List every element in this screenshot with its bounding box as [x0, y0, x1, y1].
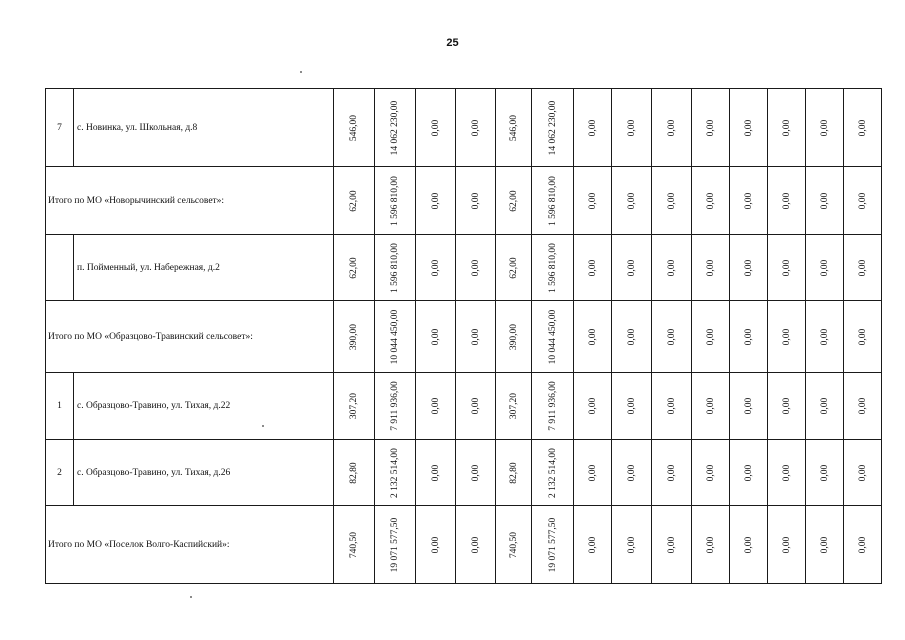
value-cell	[730, 301, 768, 373]
value-cell	[806, 89, 844, 167]
value-cell	[496, 235, 532, 301]
value-cell	[730, 89, 768, 167]
value-cell	[806, 506, 844, 584]
value-text: 0,00	[857, 397, 868, 415]
value-cell	[806, 235, 844, 301]
table-row	[46, 373, 882, 440]
value-text: 2 132 514,00	[390, 447, 400, 498]
value-text: 0,00	[430, 464, 441, 481]
value-text: 307,20	[349, 392, 359, 420]
value-text: 62,00	[508, 256, 519, 279]
value-cell	[375, 373, 416, 440]
value-cell	[768, 373, 806, 440]
value-text: 0,00	[743, 328, 754, 345]
value-cell	[612, 373, 652, 440]
value-cell	[652, 235, 692, 301]
value-cell	[496, 373, 532, 440]
value-text: 14 062 230,00	[547, 100, 558, 155]
value-cell	[574, 167, 612, 235]
value-cell	[416, 440, 456, 506]
value-cell	[574, 373, 612, 440]
value-cell	[375, 301, 416, 373]
value-text: 0,00	[430, 119, 441, 136]
total-label: Итого по МО «Новорычинский сельсовет»:	[46, 167, 334, 235]
value-text: 546,00	[349, 114, 359, 141]
data-table	[45, 88, 882, 584]
value-text: 19 071 577,50	[547, 517, 558, 572]
value-text: 0,00	[857, 328, 868, 345]
value-cell	[692, 167, 730, 235]
value-text: 0,00	[781, 464, 792, 481]
table-row	[46, 440, 882, 506]
row-number: 2	[46, 440, 74, 506]
row-number	[46, 235, 74, 301]
value-text: 0,00	[626, 259, 637, 276]
value-cell	[692, 506, 730, 584]
value-text: 0,00	[587, 119, 598, 136]
value-text: 0,00	[743, 119, 754, 136]
value-cell	[692, 301, 730, 373]
value-text: 0,00	[781, 397, 792, 415]
value-cell	[768, 506, 806, 584]
value-cell	[612, 167, 652, 235]
value-text: 0,00	[857, 192, 868, 209]
value-cell	[574, 235, 612, 301]
value-text: 0,00	[781, 536, 792, 553]
scan-speck	[190, 596, 192, 598]
value-cell	[806, 440, 844, 506]
value-cell	[612, 440, 652, 506]
value-cell	[844, 440, 882, 506]
value-cell	[768, 167, 806, 235]
value-cell	[574, 440, 612, 506]
value-text: 390,00	[349, 323, 359, 350]
value-cell	[416, 167, 456, 235]
value-text: 740,50	[349, 531, 359, 558]
value-text: 0,00	[705, 259, 716, 276]
value-cell	[844, 89, 882, 167]
value-text: 1 596 810,00	[390, 175, 400, 226]
table-body	[46, 89, 882, 584]
value-text: 82,80	[349, 461, 359, 484]
value-text: 0,00	[587, 397, 598, 415]
value-text: 0,00	[587, 536, 598, 553]
value-text: 307,20	[508, 392, 519, 420]
value-text: 0,00	[705, 536, 716, 553]
value-text: 7 911 936,00	[390, 381, 400, 431]
value-cell	[652, 167, 692, 235]
total-label: Итого по МО «Поселок Волго-Каспийский»:	[46, 506, 334, 584]
value-text: 0,00	[587, 464, 598, 481]
value-text: 0,00	[430, 397, 441, 415]
value-cell	[652, 89, 692, 167]
value-cell	[768, 235, 806, 301]
value-text: 1 596 810,00	[547, 242, 558, 293]
value-cell	[532, 167, 574, 235]
address-cell: п. Пойменный, ул. Набережная, д.2	[74, 235, 334, 301]
value-cell	[730, 167, 768, 235]
value-cell	[416, 301, 456, 373]
value-text: 1 596 810,00	[547, 175, 558, 226]
row-number: 7	[46, 89, 74, 167]
value-cell	[652, 506, 692, 584]
value-cell	[692, 373, 730, 440]
value-text: 0,00	[666, 192, 677, 209]
value-cell	[334, 235, 375, 301]
value-cell	[844, 167, 882, 235]
value-text: 0,00	[666, 536, 677, 553]
value-cell	[574, 506, 612, 584]
value-cell	[496, 440, 532, 506]
value-cell	[612, 301, 652, 373]
value-text: 0,00	[705, 192, 716, 209]
value-cell	[375, 89, 416, 167]
value-text: 62,00	[508, 189, 519, 212]
row-number: 1	[46, 373, 74, 440]
value-cell	[375, 167, 416, 235]
value-text: 0,00	[470, 397, 481, 415]
value-cell	[612, 506, 652, 584]
value-cell	[612, 89, 652, 167]
value-text: 0,00	[819, 397, 830, 415]
value-cell	[334, 89, 375, 167]
total-row	[46, 167, 882, 235]
value-text: 0,00	[743, 192, 754, 209]
value-text: 0,00	[666, 119, 677, 136]
value-text: 0,00	[857, 119, 868, 136]
value-text: 0,00	[857, 536, 868, 553]
value-cell	[574, 89, 612, 167]
value-text: 10 044 450,00	[547, 309, 558, 364]
value-cell	[768, 89, 806, 167]
value-text: 0,00	[666, 397, 677, 415]
address-cell: с. Новинка, ул. Школьная, д.8	[74, 89, 334, 167]
value-text: 0,00	[587, 192, 598, 209]
value-cell	[416, 373, 456, 440]
value-text: 0,00	[819, 259, 830, 276]
value-text: 1 596 810,00	[390, 242, 400, 293]
value-cell	[456, 167, 496, 235]
value-text: 0,00	[743, 259, 754, 276]
value-cell	[496, 89, 532, 167]
value-text: 0,00	[470, 328, 481, 345]
value-cell	[456, 440, 496, 506]
table-row	[46, 89, 882, 167]
value-cell	[806, 373, 844, 440]
value-text: 0,00	[470, 119, 481, 136]
value-text: 0,00	[430, 192, 441, 209]
value-cell	[652, 301, 692, 373]
value-text: 0,00	[743, 397, 754, 415]
total-label: Итого по МО «Образцово-Травинский сельсовет»:	[46, 301, 334, 373]
value-cell	[730, 506, 768, 584]
value-cell	[456, 506, 496, 584]
value-cell	[416, 506, 456, 584]
value-text: 62,00	[349, 189, 359, 212]
value-text: 0,00	[781, 192, 792, 209]
value-cell	[612, 235, 652, 301]
value-text: 0,00	[781, 259, 792, 276]
value-text: 0,00	[705, 119, 716, 136]
value-text: 0,00	[857, 464, 868, 481]
table-row	[46, 235, 882, 301]
address-cell: с. Образцово-Травино, ул. Тихая, д.22	[74, 373, 334, 440]
value-cell	[496, 167, 532, 235]
value-text: 0,00	[666, 328, 677, 345]
total-row	[46, 301, 882, 373]
value-text: 0,00	[626, 192, 637, 209]
value-cell	[730, 373, 768, 440]
value-cell	[334, 301, 375, 373]
value-text: 740,50	[508, 531, 519, 558]
value-cell	[456, 373, 496, 440]
value-text: 0,00	[705, 464, 716, 481]
value-text: 0,00	[666, 464, 677, 481]
value-text: 0,00	[666, 259, 677, 276]
value-text: 2 132 514,00	[547, 447, 558, 498]
value-cell	[456, 89, 496, 167]
value-cell	[532, 235, 574, 301]
value-text: 0,00	[470, 192, 481, 209]
value-text: 7 911 936,00	[547, 381, 558, 431]
value-cell	[334, 440, 375, 506]
value-text: 0,00	[743, 536, 754, 553]
value-cell	[768, 440, 806, 506]
value-cell	[532, 373, 574, 440]
value-text: 390,00	[508, 323, 519, 350]
value-text: 0,00	[470, 536, 481, 553]
scan-speck	[300, 71, 302, 73]
value-text: 0,00	[430, 259, 441, 276]
value-cell	[730, 235, 768, 301]
value-cell	[844, 506, 882, 584]
value-text: 0,00	[470, 259, 481, 276]
value-cell	[692, 440, 730, 506]
value-text: 0,00	[587, 328, 598, 345]
value-cell	[692, 89, 730, 167]
value-text: 0,00	[705, 397, 716, 415]
value-cell	[532, 301, 574, 373]
value-cell	[574, 301, 612, 373]
value-text: 0,00	[626, 464, 637, 481]
value-text: 0,00	[819, 119, 830, 136]
page-number: 25	[446, 37, 459, 49]
value-text: 546,00	[508, 114, 519, 141]
value-text: 0,00	[743, 464, 754, 481]
value-cell	[652, 373, 692, 440]
value-cell	[375, 506, 416, 584]
value-text: 0,00	[626, 536, 637, 553]
value-cell	[692, 235, 730, 301]
value-text: 0,00	[819, 464, 830, 481]
value-text: 82,80	[508, 461, 519, 484]
value-cell	[456, 301, 496, 373]
value-text: 0,00	[705, 328, 716, 345]
value-cell	[532, 89, 574, 167]
value-cell	[416, 89, 456, 167]
total-row	[46, 506, 882, 584]
value-text: 0,00	[430, 536, 441, 553]
value-text: 0,00	[819, 536, 830, 553]
value-cell	[496, 506, 532, 584]
value-text: 0,00	[587, 259, 598, 276]
value-cell	[806, 301, 844, 373]
value-text: 19 071 577,50	[390, 517, 400, 572]
value-text: 0,00	[781, 119, 792, 136]
value-text: 0,00	[819, 328, 830, 345]
value-text: 10 044 450,00	[390, 309, 400, 364]
value-cell	[456, 235, 496, 301]
value-cell	[496, 301, 532, 373]
value-text: 0,00	[781, 328, 792, 345]
value-cell	[652, 440, 692, 506]
value-cell	[844, 373, 882, 440]
value-cell	[416, 235, 456, 301]
value-text: 0,00	[430, 328, 441, 345]
value-cell	[375, 440, 416, 506]
value-cell	[375, 235, 416, 301]
value-text: 0,00	[857, 259, 868, 276]
value-cell	[532, 506, 574, 584]
value-text: 0,00	[626, 328, 637, 345]
value-text: 0,00	[819, 192, 830, 209]
value-cell	[806, 167, 844, 235]
value-cell	[532, 440, 574, 506]
value-text: 0,00	[626, 119, 637, 136]
value-cell	[334, 373, 375, 440]
value-text: 0,00	[626, 397, 637, 415]
value-text: 62,00	[349, 256, 359, 279]
value-cell	[768, 301, 806, 373]
value-cell	[334, 506, 375, 584]
value-cell	[730, 440, 768, 506]
value-cell	[844, 301, 882, 373]
value-text: 0,00	[470, 464, 481, 481]
value-cell	[334, 167, 375, 235]
address-cell: с. Образцово-Травино, ул. Тихая, д.26	[74, 440, 334, 506]
value-cell	[844, 235, 882, 301]
value-text: 14 062 230,00	[390, 100, 400, 155]
